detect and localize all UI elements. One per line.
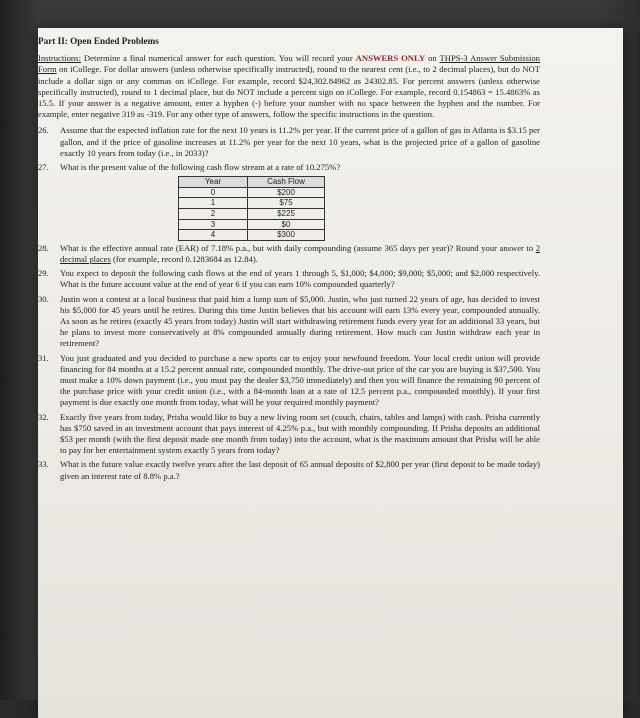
cash-flow-cell: $75 bbox=[248, 198, 325, 209]
question-number: 28. bbox=[38, 242, 49, 253]
question-number: 32. bbox=[38, 411, 49, 422]
question-text: Assume that the expected inflation rate for the next 10 years is 11.2% per year. If the current price of a gallon of gas in Atlanta is $3.15 per gallon, and if the price of gasoline increases at 11.2% per year for the next 10 years, what is the projected price of a gallon of gasoline exactly 10 years from today (i.e., in 2033)? bbox=[60, 125, 540, 158]
instructions-lead: Instructions: bbox=[38, 53, 81, 64]
answers-only-emphasis: ANSWERS ONLY bbox=[355, 53, 426, 64]
question-number: 33. bbox=[38, 459, 49, 470]
instructions-text-2: on bbox=[425, 53, 440, 64]
question-33 bbox=[38, 459, 540, 481]
question-26 bbox=[38, 125, 540, 159]
question-32 bbox=[38, 412, 540, 457]
table-row bbox=[179, 219, 325, 230]
table-header-row bbox=[179, 177, 325, 188]
question-text: Exactly five years from today, Prisha would like to buy a new living room set (couch, chairs, tables and lamps) with cash. Prisha currently has $750 saved in an investment account that pays interest of 4.25% p.a., but with monthly compounding. If Prisha deposits an additional $53 per month (with the first deposit made one month from today) into the account, what is the maximum amount that Prisha will be able to pay for her entertainment system exactly 5 years from today? bbox=[60, 411, 540, 456]
question-number: 30. bbox=[38, 293, 49, 304]
question-31 bbox=[38, 353, 540, 409]
instructions-text-1: Determine a final numerical answer for each question. You will record your bbox=[80, 53, 356, 64]
question-27 bbox=[38, 162, 540, 173]
year-cell: 0 bbox=[179, 187, 248, 198]
question-text: Justin won a contest at a local business that paid him a lump sum of $5,000. Justin, who just turned 22 years of age, has decided to invest his $5,000 for 45 years until he retires. During this time Justin believes that his account will earn 13% every year, compounded annually. As soon as he retires (exactly 45 years from today) Justin will start withdrawing retirement funds every year for an additional 33 years, but he plans to invest more conservatively at 8% compounded annually during retirement. How much can Justin withdraw each year in retirement? bbox=[60, 293, 540, 349]
cash-flow-cell: $300 bbox=[248, 230, 325, 241]
question-text: You just graduated and you decided to purchase a new sports car to enjoy your newfound freedom. Your local credit union will provide financing for 84 months at a 15.2 percent annual rate, compounded monthly. The drive-out price of the car you are buying is $37,500. You must make a 10% down payment (i.e., you must pay the dealer $3,750 immediately) and then you will finance the remaining 90 percent of the purchase price with your credit union (i.e., with a 84-month loan at a rate of 12.5 percent p.a., compounded monthly). If your first payment is due exactly one month from today, what will be your required monthly payment? bbox=[60, 352, 540, 408]
question-number: 31. bbox=[38, 352, 49, 363]
answer-submission-form-link[interactable]: THPS-3 Answer Submission Form bbox=[38, 53, 540, 75]
question-number: 27. bbox=[38, 162, 49, 173]
cash-flow-cell: $225 bbox=[248, 209, 325, 220]
table-row bbox=[179, 209, 325, 220]
question-28 bbox=[38, 243, 540, 265]
question-30 bbox=[38, 294, 540, 350]
question-text: What is the present value of the following cash flow stream at a rate of 10.275%? bbox=[60, 162, 341, 173]
instructions-text-3: on iCollege. For dollar answers (unless otherwise specifically instructed), round to the nearest cent (i.e., to 2 decimal places), but do NOT include a dollar sign or any commas on iCollege. For example, record $24,302.84962 as 24302.85. For percent answers (unless otherwise specifically instructed), round to 1 decimal place, but do NOT include a percent sign on iCollege. For example, record 0.154863 = 15.4863% as 15.5. If your answer is a negative amount, enter a hyphen (-) before your number with no space between the hyphen and the number. For example, enter negative 319 as -319. For any other type of answers, follow the specific instructions in the question. bbox=[38, 64, 540, 120]
table-row bbox=[179, 187, 325, 198]
header-cash-flow: Cash Flow bbox=[248, 177, 325, 188]
question-text bbox=[60, 243, 540, 265]
question-number: 29. bbox=[38, 268, 49, 279]
question-text-part-a: What is the effective annual rate (EAR) of 7.18% p.a., but with daily compounding (assume 365 days per year)? Round your answer to bbox=[60, 242, 536, 253]
table-row bbox=[179, 230, 325, 241]
question-29 bbox=[38, 268, 540, 290]
year-cell: 3 bbox=[179, 219, 248, 230]
part-title: Part II: Open Ended Problems bbox=[38, 36, 159, 46]
question-number: 26. bbox=[38, 125, 49, 136]
cash-flow-cell: $0 bbox=[248, 219, 325, 230]
table-row bbox=[179, 198, 325, 209]
question-text: You expect to deposit the following cash flows at the end of years 1 through 5, $1,000; $4,000; $9,000; $5,000; and $2,000 respectively. What is the future account value at the end of year 6 if you can earn 10% compounded quarterly? bbox=[60, 268, 540, 290]
instructions-paragraph bbox=[38, 53, 540, 120]
year-cell: 2 bbox=[179, 209, 248, 220]
document-content bbox=[38, 36, 540, 485]
question-text-part-b: (for example, record 0.1283684 as 12.84). bbox=[110, 254, 258, 264]
year-cell: 4 bbox=[179, 230, 248, 241]
cash-flow-table bbox=[178, 176, 325, 241]
question-text: What is the future value exactly twelve years after the last deposit of 65 annual deposits of $2,800 per year (first deposit to be made today) given an interest rate of 8.8% p.a.? bbox=[60, 459, 540, 481]
cash-flow-cell: $200 bbox=[248, 187, 325, 198]
header-year: Year bbox=[179, 177, 248, 188]
decimal-places-link: 2 decimal places bbox=[60, 242, 540, 264]
year-cell: 1 bbox=[179, 198, 248, 209]
